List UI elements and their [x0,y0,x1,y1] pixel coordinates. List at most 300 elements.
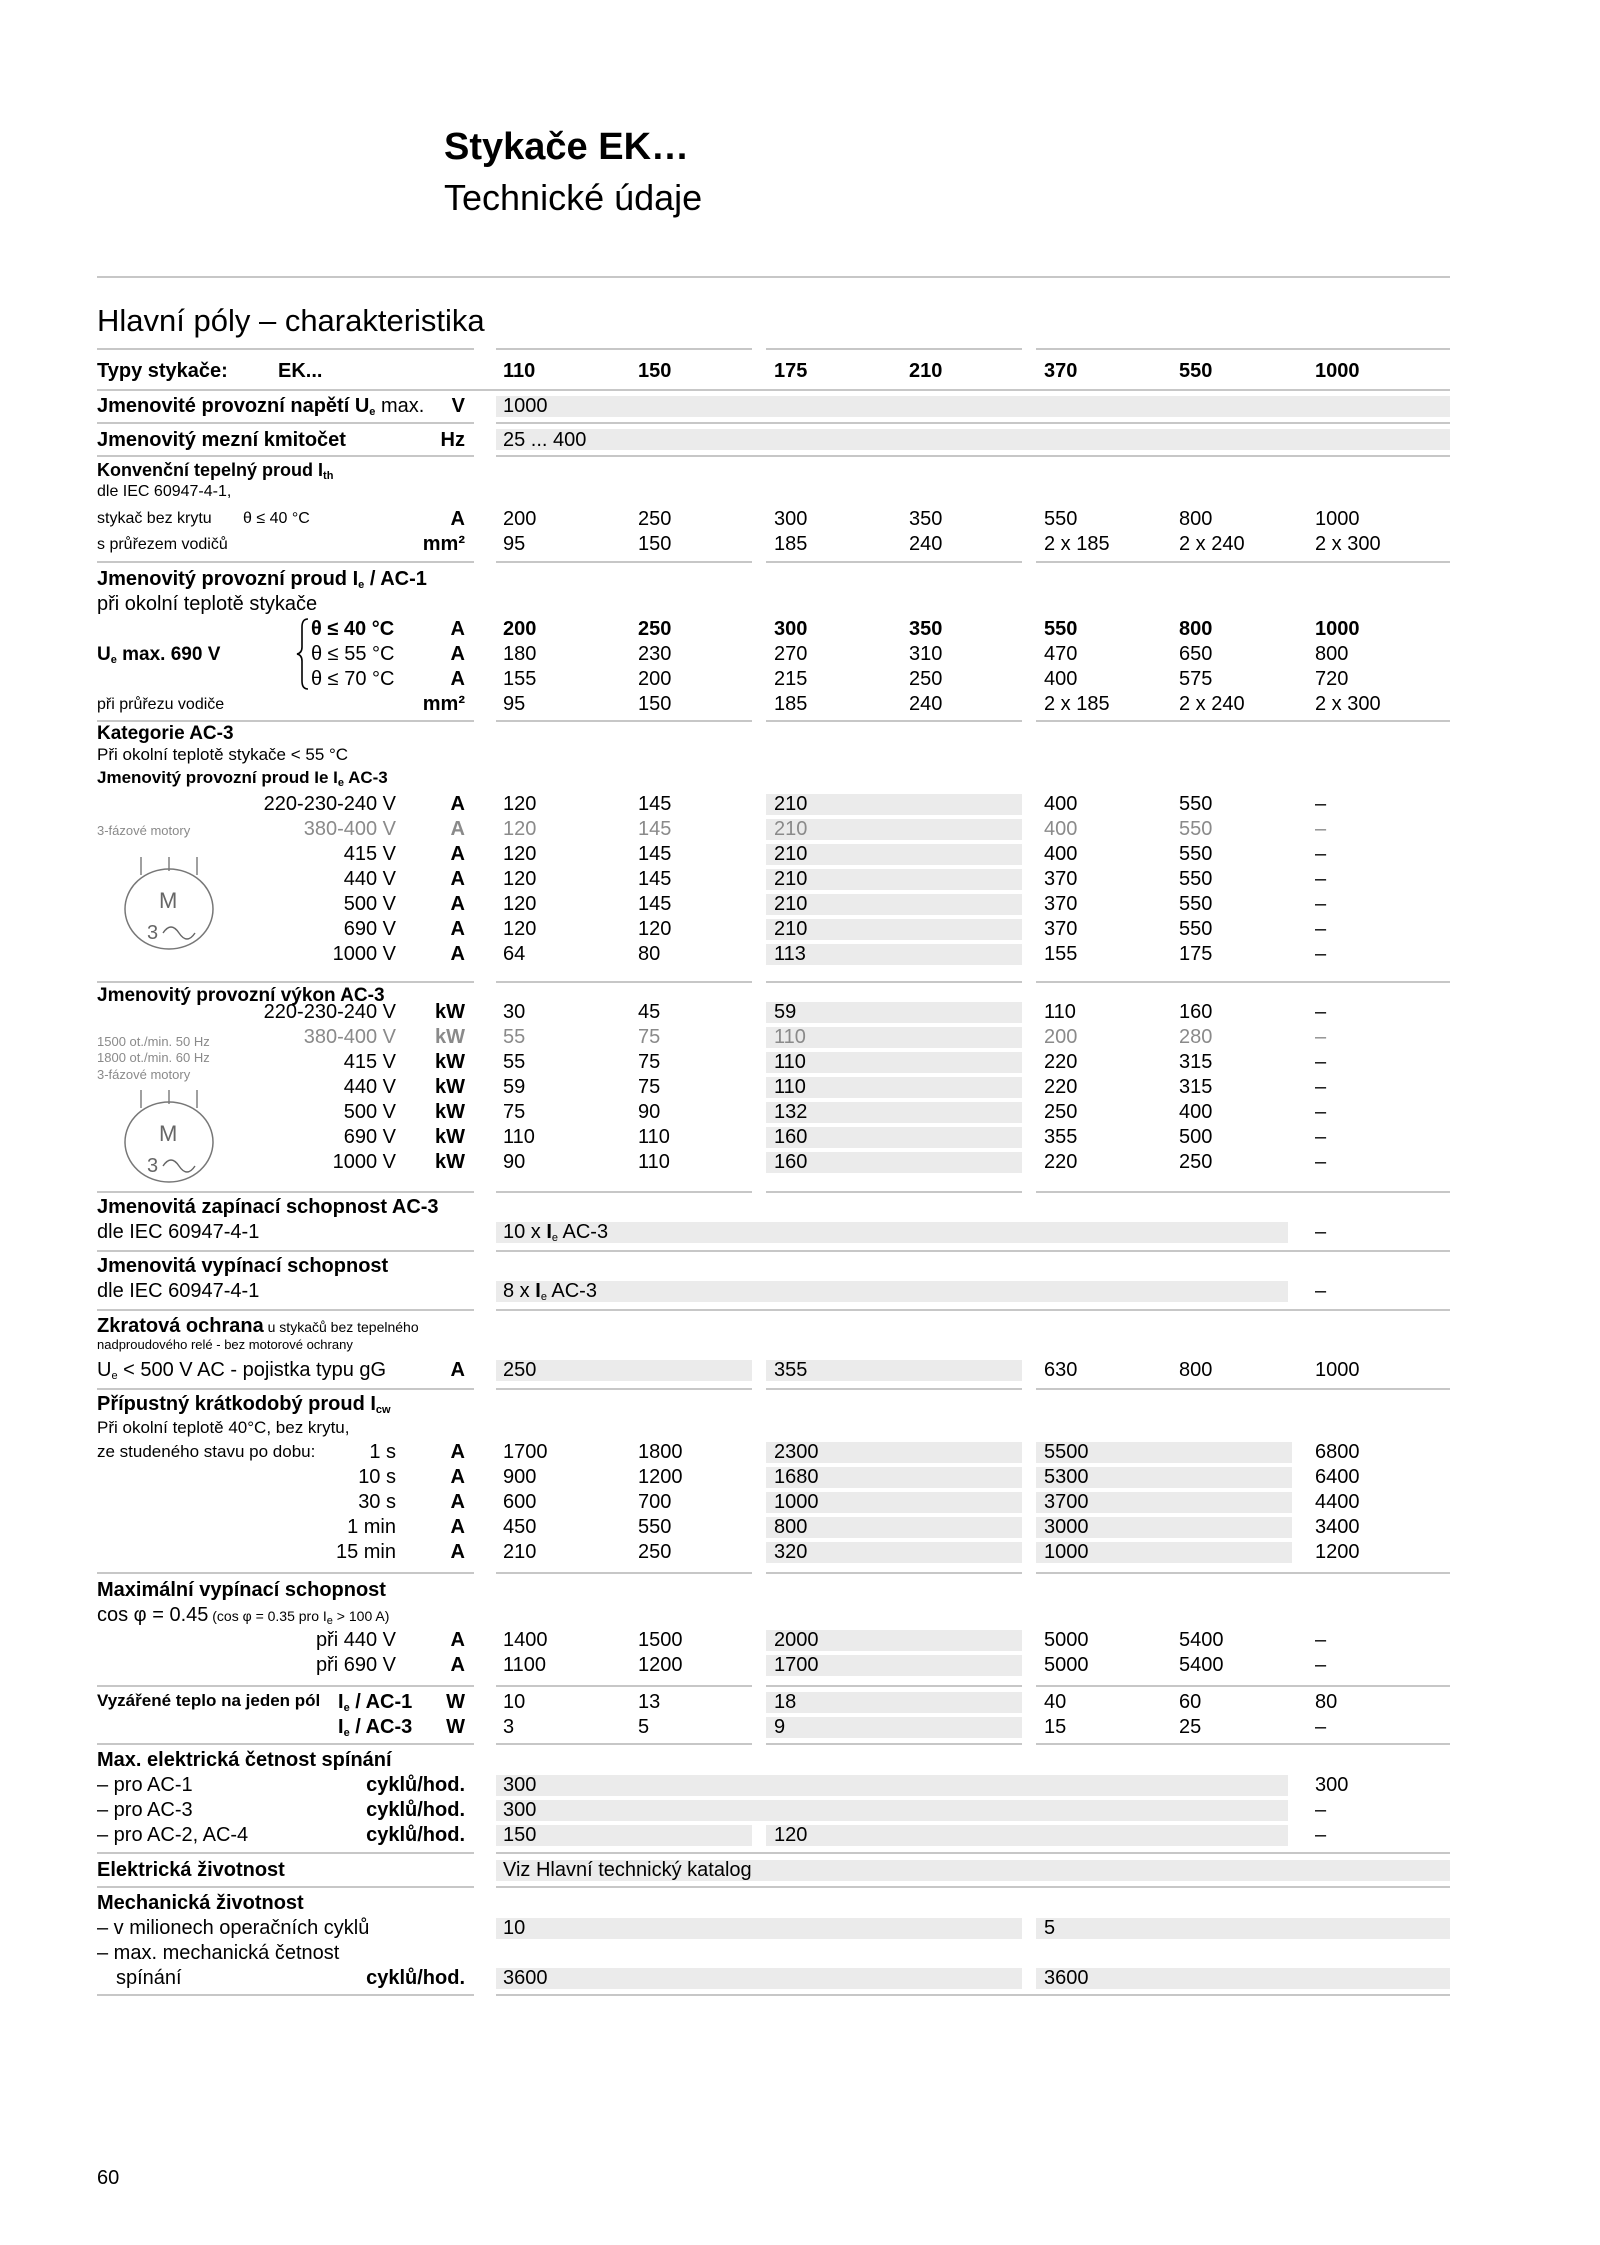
short-value: 800 [1179,1359,1213,1381]
shorttime-value: 320 [774,1541,808,1563]
ac3-voltage: 690 V [343,918,396,940]
shorttime-value: 600 [503,1491,537,1513]
ac3-title: Kategorie AC-3 [97,723,234,744]
power-value: – [1315,1151,1327,1173]
ac3-value: 550 [1179,843,1213,865]
shorttime-duration: 30 s [358,1491,396,1513]
breaking-line2: dle IEC 60947-4-1 [97,1280,260,1302]
short-line3: $U_e < 500$ V AC - pojistka typu gG [97,1359,387,1382]
motor-m-label: M [159,888,178,913]
power-value: 110 [638,1126,670,1148]
power-unit: kW [435,1076,465,1098]
shorttime-value: 2300 [774,1441,819,1463]
thermal-value: 550 [1044,508,1078,530]
power-value: – [1315,1051,1327,1073]
types-label: Typy stykače: [97,360,228,382]
freq-unit: cyklů/hod. [366,1799,465,1821]
power-unit: kW [435,1051,465,1073]
types-bottom-rule [97,389,1450,391]
power-voltage: 500 V [343,1101,396,1123]
thermal-value: 250 [638,508,672,530]
power-value: 315 [1179,1051,1213,1073]
breaking-value: 8 x $I_e$ AC-3 [503,1280,597,1303]
power-value: 315 [1179,1076,1213,1098]
row-rule [496,720,752,722]
row-rule [766,981,1022,983]
power-voltage: 415 V [343,1051,396,1073]
model-110: 110 [503,360,536,382]
ac3-value: 210 [774,843,808,865]
power-value: 110 [503,1126,535,1148]
ac3-value: 210 [774,818,808,840]
power-voltage: 690 V [343,1126,396,1148]
row-rule [1036,1191,1450,1193]
mlife-band [1036,1968,1450,1989]
ac3-value: – [1315,843,1327,865]
thermal-row2-unit: mm² [422,533,465,555]
maxbreak-value: – [1315,1654,1327,1676]
model-1000: 1000 [1315,360,1360,382]
ac3-value: 145 [638,868,672,890]
freq-label: – pro AC-2, AC-4 [97,1824,249,1846]
heat-value: 25 [1179,1716,1202,1738]
mlife-band [1036,1918,1450,1939]
row-rule [496,561,752,563]
elife-title: Elektrická životnost [97,1859,285,1881]
ac3-value: 210 [774,868,808,890]
shorttime-value: 6400 [1315,1466,1360,1488]
freq-value: 120 [774,1824,808,1846]
voltage-label: Jmenovité provozní napětí $U_e$ max. [97,395,425,418]
ac3-value: 210 [774,918,808,940]
mlife-v4: 3600 [1044,1967,1089,1989]
ac3-voltage: 1000 V [332,943,396,965]
mlife-line4: spínání [116,1967,182,1989]
ac1-cond: θ ≤ 40 °C [311,618,395,640]
ac3-value: 400 [1044,843,1078,865]
power-title: Jmenovitý provozní výkon AC-3 [97,985,385,1006]
thermal-value: 800 [1179,508,1213,530]
page-title: Stykače EK… [444,126,690,168]
maxbreak-value: 1700 [774,1654,819,1676]
thermal-row2-label: s průřezem vodičů [97,536,228,553]
motor-3-label: 3 [147,1155,159,1177]
row-rule [97,981,474,983]
mlife-line2: – v milionech operačních cyklů [97,1917,370,1939]
ac3-value: 120 [503,918,537,940]
voltage-value: 1000 [503,395,548,417]
shorttime-unit: A [450,1541,465,1563]
making-band [496,1222,1288,1243]
heat-current-label: $I_e / AC-1$ [338,1691,413,1714]
breaking-last: – [1315,1280,1327,1302]
short-title: Zkratová ochrana u stykačů bez tepelného [97,1315,419,1337]
row-rule [1036,1685,1450,1687]
model-550: 550 [1179,360,1213,382]
page-subtitle: Technické údaje [444,177,703,218]
shorttime-value: 3000 [1044,1516,1089,1538]
heat-label: Vyzářené teplo na jeden pól [97,1691,321,1710]
row-rule [496,1743,752,1745]
heat-value: 13 [638,1691,661,1713]
ac1-value: 800 [1315,643,1349,665]
mlife-v1: 10 [503,1917,526,1939]
row-rule [496,1886,1450,1888]
row-rule [97,455,474,457]
heat-unit: W [446,1691,465,1713]
ac3-value: 400 [1044,793,1078,815]
freq-value: 300 [1315,1774,1349,1796]
shorttime-value: 3700 [1044,1491,1089,1513]
freq-label: – pro AC-3 [97,1799,193,1821]
ac1-value: 300 [774,618,808,640]
maxbreak-value: 1100 [503,1654,547,1676]
ac1-ue-label: $U_e$ max. 690 V [97,644,221,666]
shorttime-value: 1200 [638,1466,683,1488]
shorttime-value: 5500 [1044,1441,1089,1463]
shorttime-unit: A [450,1491,465,1513]
ac3-value: – [1315,918,1327,940]
ac3-value: 145 [638,843,672,865]
ac3-value: 120 [503,843,537,865]
ac1-cs-value: 2 x 240 [1179,693,1245,715]
power-value: 110 [1044,1001,1076,1023]
ac1-value: 180 [503,643,537,665]
shorttime-value: 550 [638,1516,672,1538]
motor-3-label: 3 [147,922,159,944]
ac3-unit: A [450,868,465,890]
ac3-value: 370 [1044,868,1078,890]
types-top-rule [97,348,474,350]
ac3-voltage: 500 V [343,893,396,915]
ac1-value: 215 [774,668,808,690]
ac1-value: 155 [503,668,537,690]
maxbreak-value: 5400 [1179,1654,1224,1676]
row-rule [97,1250,474,1252]
power-unit: kW [435,1101,465,1123]
shorttime-unit: A [450,1466,465,1488]
heat-value: 5 [638,1716,650,1738]
maxbreak-voltage: při 690 V [315,1654,396,1676]
mlife-v2: 5 [1044,1917,1056,1939]
ac1-cs-value: 150 [638,693,672,715]
row-rule [97,1572,474,1574]
row-rule [496,1388,752,1390]
ac3-value: 400 [1044,818,1078,840]
power-value: 30 [503,1001,526,1023]
ac3-value: 145 [638,818,672,840]
power-value: 250 [1044,1101,1078,1123]
freq-value: – [1315,1799,1327,1821]
power-value: 132 [774,1101,808,1123]
thermal-row1-label: stykač bez krytu [97,510,212,527]
heat-value: 15 [1044,1716,1067,1738]
types-top-rule [766,348,1022,350]
row-rule [1036,981,1450,983]
heat-value: 9 [774,1716,786,1738]
row-rule [496,422,1450,424]
heat-value: 80 [1315,1691,1338,1713]
maxbreak-value: 5000 [1044,1654,1089,1676]
ac1-value: 470 [1044,643,1078,665]
model-210: 210 [909,360,943,382]
ac1-value: 230 [638,643,672,665]
row-rule [97,422,474,424]
maxbreak-value: 1200 [638,1654,683,1676]
thermal-cs: 2 x 185 [1044,533,1110,555]
shorttime-line3: ze studeného stavu po dobu: [97,1442,316,1461]
ac1-value: 650 [1179,643,1213,665]
row-rule [496,455,1450,457]
shorttime-value: 1700 [503,1441,548,1463]
row-rule [97,1994,474,1996]
power-value: 110 [774,1026,806,1048]
ac3-value: – [1315,893,1327,915]
ac1-unit: A [450,643,465,665]
types-top-rule [1036,348,1450,350]
thermal-cs: 2 x 300 [1315,533,1381,555]
thermal-cs: 2 x 240 [1179,533,1245,555]
maxbreak-unit: A [450,1654,465,1676]
power-value: 110 [638,1151,670,1173]
ac1-cond: θ ≤ 55 °C [311,643,395,665]
power-value: – [1315,1026,1327,1048]
ac3-value: 550 [1179,893,1213,915]
ac1-value: 200 [638,668,672,690]
value-band [496,1775,1288,1796]
row-rule [97,1388,474,1390]
ac1-cs-value: 2 x 185 [1044,693,1110,715]
row-rule [97,1852,474,1854]
row-rule [1036,1388,1450,1390]
power-value: 160 [1179,1001,1213,1023]
row-rule [766,1191,1022,1193]
shorttime-value: 5300 [1044,1466,1089,1488]
maxbreak-unit: A [450,1629,465,1651]
shorttime-value: 250 [638,1541,672,1563]
power-value: 59 [503,1076,526,1098]
row-rule [766,1388,1022,1390]
power-value: 500 [1179,1126,1213,1148]
thermal-cs: 95 [503,533,526,555]
freq-value: 300 [503,1799,537,1821]
ac1-value: 800 [1179,618,1213,640]
ac3-value: 210 [774,793,808,815]
power-value: 280 [1179,1026,1213,1048]
power-value: 59 [774,1001,797,1023]
ac3-value: 64 [503,943,526,965]
shorttime-value: 450 [503,1516,537,1538]
ac1-value: 310 [909,643,943,665]
ac1-cs-label: při průřezu vodiče [97,696,225,713]
power-unit: kW [435,1026,465,1048]
heat-value: 3 [503,1716,515,1738]
ac3-value: 370 [1044,893,1078,915]
ac3-value: 210 [774,893,808,915]
heat-value: – [1315,1716,1327,1738]
frequency-label: Jmenovitý mezní kmitočet [97,429,346,451]
power-value: 220 [1044,1051,1078,1073]
ac1-value: 270 [774,643,808,665]
shorttime-value: 700 [638,1491,672,1513]
power-value: 160 [774,1151,808,1173]
power-value: – [1315,1001,1327,1023]
thermal-cs: 185 [774,533,808,555]
power-value: 75 [638,1076,661,1098]
ac1-label: Jmenovitý provozní proud $I_e / AC-1$ [97,568,427,591]
mlife-band [496,1918,1022,1939]
shorttime-value: 1800 [638,1441,683,1463]
frequency-band [496,429,1450,450]
shorttime-title: Přípustný krátkodobý proud $I_{cw}$ [97,1393,391,1416]
making-value: 10 x $I_e$ AC-3 [503,1221,609,1244]
ac1-value: 250 [909,668,943,690]
power-value: 45 [638,1001,661,1023]
power-value: 75 [638,1051,661,1073]
row-rule [1036,561,1450,563]
power-value: 220 [1044,1076,1078,1098]
maxbreak-value: 1500 [638,1629,683,1651]
ac3-value: – [1315,943,1327,965]
power-unit: kW [435,1001,465,1023]
ac3-value: 80 [638,943,661,965]
heat-value: 18 [774,1691,797,1713]
power-value: 110 [774,1076,806,1098]
ac3-voltage: 440 V [343,868,396,890]
thermal-value: 1000 [1315,508,1360,530]
maxbreak-title: Maximální vypínací schopnost [97,1579,386,1601]
voltage-band [496,396,1450,417]
row-rule [766,1743,1022,1745]
heat-value: 60 [1179,1691,1202,1713]
mlife-band [496,1968,1022,1989]
shorttime-value: 6800 [1315,1441,1360,1463]
mlife-unit: cyklů/hod. [366,1967,465,1989]
shorttime-value: 800 [774,1516,808,1538]
ac3-value: 145 [638,793,672,815]
freq-value: – [1315,1824,1327,1846]
shorttime-line2: Při okolní teplotě 40°C, bez krytu, [97,1418,350,1437]
power-value: 110 [774,1051,806,1073]
freq-value: 150 [503,1824,537,1846]
ac3-value: 145 [638,893,672,915]
ac1-value: 200 [503,618,537,640]
row-rule [766,1572,1022,1574]
heat-value: 40 [1044,1691,1067,1713]
ac1-value: 720 [1315,668,1349,690]
power-value: 75 [638,1026,661,1048]
row-rule [496,1685,752,1687]
ac1-value: 1000 [1315,618,1360,640]
row-rule [496,1250,1450,1252]
row-rule [496,1572,752,1574]
row-rule [97,1191,474,1193]
types-prefix: EK... [278,360,323,382]
value-band [496,1800,1288,1821]
row-rule [496,1852,1450,1854]
maxbreak-value: 5400 [1179,1629,1224,1651]
row-rule [97,1743,474,1745]
ac3-value: 120 [503,818,537,840]
short-value: 250 [503,1359,537,1381]
row-rule [766,561,1022,563]
maxbreak-value: – [1315,1629,1327,1651]
row-rule [496,1191,752,1193]
ac1-cs-value: 240 [909,693,943,715]
ac3-value: 550 [1179,868,1213,890]
power-voltage: 440 V [343,1076,396,1098]
shorttime-value: 210 [503,1541,537,1563]
ac3-unit: A [450,843,465,865]
ac3-unit: A [450,893,465,915]
shorttime-unit: A [450,1516,465,1538]
short-value: 355 [774,1359,808,1381]
heat-value: 10 [503,1691,526,1713]
power-note1: 1500 ot./min. 50 Hz [97,1034,210,1049]
power-value: 55 [503,1026,526,1048]
ac3-value: 120 [503,868,537,890]
thermal-row1-cond: θ ≤ 40 °C [243,510,310,527]
power-unit: kW [435,1126,465,1148]
value-band [766,1002,1022,1023]
ac3-value: 370 [1044,918,1078,940]
ac3-voltage: 415 V [343,843,396,865]
ac1-cs-value: 2 x 300 [1315,693,1381,715]
power-value: – [1315,1076,1327,1098]
heat-current-label: $I_e / AC-3$ [338,1716,413,1739]
shorttime-value: 1200 [1315,1541,1360,1563]
ac3-voltage: 380-400 V [303,818,396,840]
brace-icon [296,617,310,691]
value-band [766,1717,1022,1738]
mlife-line3: – max. mechanická četnost [97,1942,340,1964]
voltage-unit: V [451,395,465,417]
shorttime-value: 3400 [1315,1516,1360,1538]
shorttime-unit: A [450,1441,465,1463]
shorttime-value: 4400 [1315,1491,1360,1513]
row-rule [496,981,752,983]
making-title: Jmenovitá zapínací schopnost AC-3 [97,1196,439,1218]
ac3-value: 550 [1179,818,1213,840]
power-note3: 3-fázové motory [97,1067,191,1082]
thermal-value: 350 [909,508,943,530]
thermal-cs: 150 [638,533,672,555]
model-150: 150 [638,360,672,382]
mlife-v3: 3600 [503,1967,548,1989]
freq-value: 300 [503,1774,537,1796]
power-value: 250 [1179,1151,1213,1173]
value-band [766,1692,1022,1713]
power-voltage: 380-400 V [303,1026,396,1048]
ac1-value: 400 [1044,668,1078,690]
ac3-value: – [1315,793,1327,815]
short-unit: A [450,1359,465,1381]
power-value: 160 [774,1126,808,1148]
row-rule [1036,1572,1450,1574]
ac1-value: 350 [909,618,943,640]
ac1-unit: A [450,618,465,640]
row-rule [766,1685,1022,1687]
shorttime-value: 1000 [774,1491,819,1513]
ac3-value: 175 [1179,943,1213,965]
breaking-title: Jmenovitá vypínací schopnost [97,1255,389,1277]
thermal-label: Konvenční tepelný proud $I_{th}$ [97,460,334,482]
power-value: 90 [503,1151,526,1173]
ac3-unit: A [450,793,465,815]
row-rule [1036,1743,1450,1745]
ac1-cs-value: 95 [503,693,526,715]
header-divider [97,276,1450,278]
